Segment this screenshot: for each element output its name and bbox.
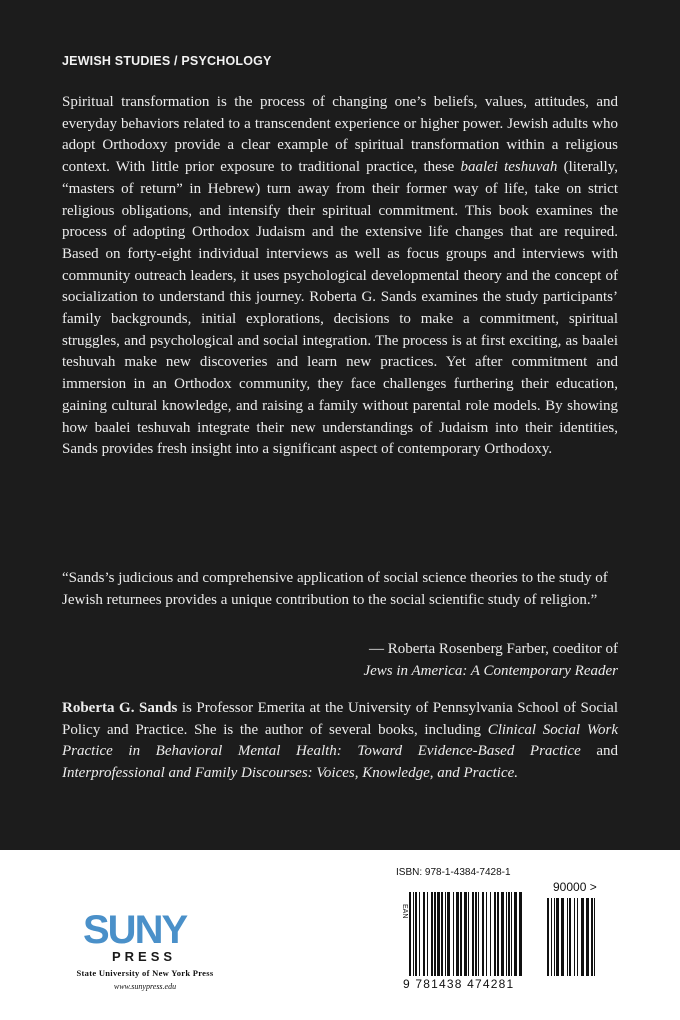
ean-label: EAN [401,904,408,919]
bio-book-title-1: Clinical Social Work Practice in Behavioral Mental Health: Toward Evidence-Based Practice [62,721,618,760]
barcode-bar [464,892,467,976]
bio-book-title-2: Interprofessional and Family Discourses: Voices, Knowledge, and Practice. [62,765,519,782]
publisher-name: State University of New York Press [76,968,214,978]
barcode-bar [482,892,484,976]
endorsement-attribution [218,638,618,682]
barcode-bar [486,892,487,976]
barcode-bar [447,892,450,976]
description-text-rest: (literally, “masters of return” in Hebrew) turn away from their former way of life, take on strict religious obligations, and intensify their spiritual commitment. This book examines the process of adopting Orthodox Judaism and the extensive life changes that are required. Based on forty-eight individual interviews as well as focus groups and interviews with community outreach leaders, it uses psychological developmental theory and the concept of socialization to understand this journey. Roberta G. Sands examines the study participants’ family backgrounds, initial explorations, decisions to make a commitment, spiritual struggles, and psychological and social integration. The process is at first exciting, as baalei teshuvah make new discoveries and learn new practices. Yet after commitment and immersion in an Orthodox community, they face challenges furthering their education, gaining cultural knowledge, and raising a family without parental role models. By showing how baalei teshuvah integrate their new understandings of Judaism into their identities, Sands provides fresh insight into a significant aspect of contemporary Orthodoxy. [62,159,618,458]
barcode-bar [468,892,469,976]
suny-press-logo [60,910,230,1000]
description-italic-term: baalei teshuvah [460,159,558,176]
barcode-addon-bars [547,898,595,976]
description-text-start: Spiritual transformation is the process of changing one’s beliefs, values, attitudes, and everyday behaviors related to a transcendent experience or higher power. Jewish adults who adopt Orthodoxy provide a clear example of spiritual transformation within a religious context. With little prior exposure to traditional practice, these [62,94,618,176]
attribution-name: — Roberta Rosenberg Farber, coeditor of [368,641,618,657]
barcode-bar [494,892,496,976]
category-label: JEWISH STUDIES / PSYCHOLOGY [62,54,272,68]
barcode-bar [441,892,443,976]
barcode-bar [508,892,510,976]
publisher-website: www.sunypress.edu [113,982,177,991]
barcode-bar [453,892,454,976]
author-name: Roberta G. Sands [62,700,178,716]
barcode-bar [456,892,459,976]
barcode-bar [567,898,568,976]
barcode-bar [547,898,549,976]
barcode-bar [501,892,504,976]
logo-press-text: PRESS [112,949,177,964]
barcode-bar [419,892,420,976]
attribution-book-title: Jews in America: A Contemporary Reader [363,663,618,679]
barcode-bar [556,898,559,976]
barcode-bar [574,898,575,976]
barcode-bar [437,892,440,976]
isbn-barcode [395,892,605,982]
barcode-bar [577,898,578,976]
barcode-bar [569,898,571,976]
barcode-bar [514,892,517,976]
barcode-bar [581,898,584,976]
barcode-bar [478,892,479,976]
barcode-bar [445,892,446,976]
barcode-bar [506,892,507,976]
barcode-bar [472,892,474,976]
publisher-footer [0,850,680,1020]
barcode-bar [427,892,428,976]
barcode-addon-price: 90000 > [553,880,597,894]
barcode-digits: 9 781438 474281 [403,977,515,991]
barcode-bar [561,898,564,976]
barcode-bar [475,892,477,976]
bio-text-2: and [580,743,618,760]
barcode-bar [490,892,491,976]
barcode-bar [409,892,411,976]
barcode-bar [423,892,425,976]
barcode-bar [434,892,436,976]
barcode-bar [497,892,499,976]
barcode-bar [413,892,414,976]
barcode-bar [415,892,417,976]
barcode-bar [511,892,512,976]
barcode-bar [591,898,593,976]
barcode-bar [554,898,555,976]
barcode-bar [551,898,552,976]
barcode-bar [460,892,462,976]
bio-text-1: is Professor Emerita at the University of Pennsylvania School of Social Policy and Practice. She is the author of several books, including [62,700,618,738]
isbn-label: ISBN: 978-1-4384-7428-1 [396,867,511,878]
barcode-bar [594,898,595,976]
logo-suny-text: SUNY [83,908,187,952]
endorsement-quote: “Sands’s judicious and comprehensive application of social science theories to the study of Jewish returnees provides a unique contribution to the social scientific study of religion.” [62,570,608,608]
book-description [62,92,618,461]
barcode-bar [431,892,433,976]
author-bio [62,698,618,785]
barcode-bar [586,898,589,976]
barcode-main-bars [409,892,522,976]
barcode-bar [519,892,522,976]
